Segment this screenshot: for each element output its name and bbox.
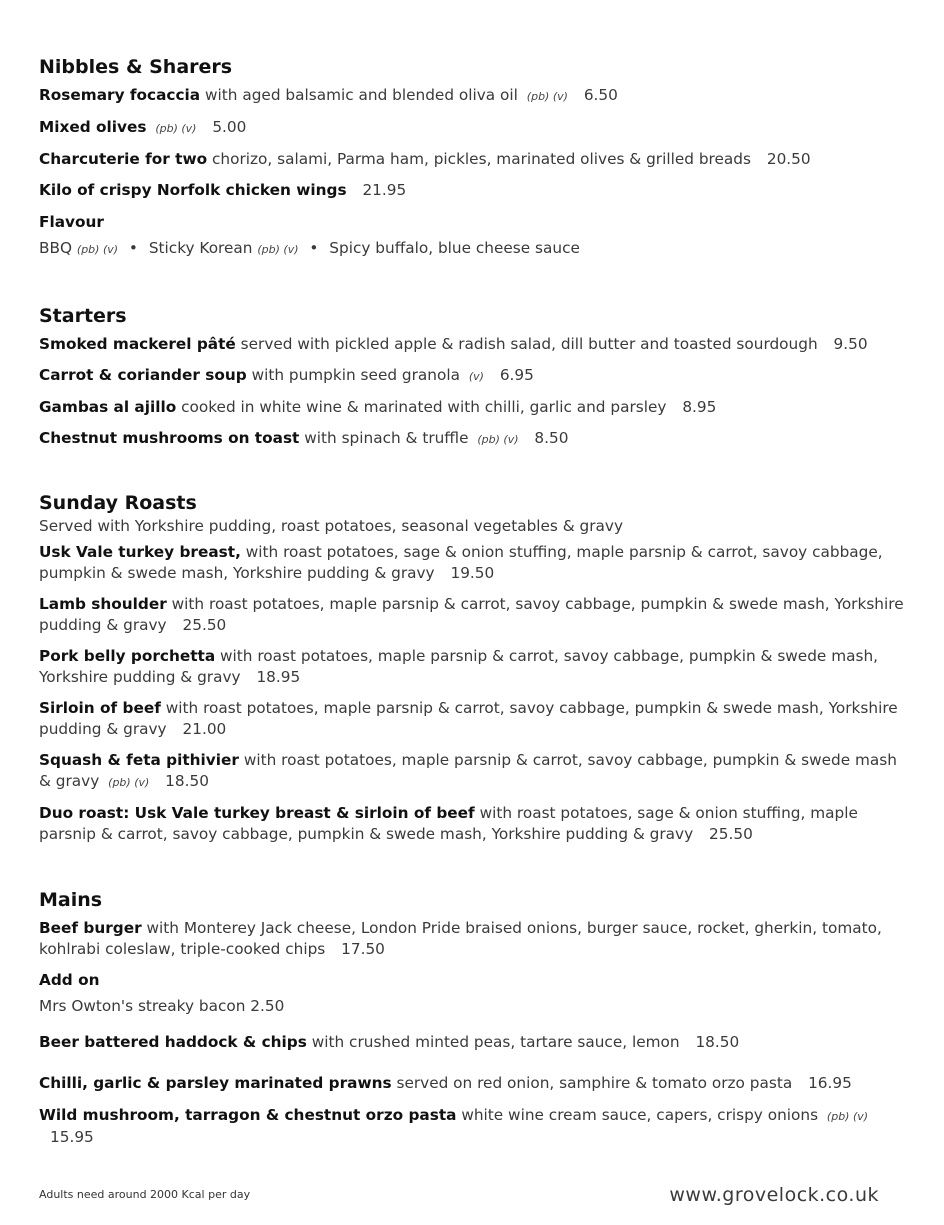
dietary-tag: (pb) (v) <box>477 433 519 446</box>
flavour-name: Spicy buffalo, blue cheese sauce <box>329 239 580 257</box>
menu-item <box>39 397 909 418</box>
item-price: 20.50 <box>766 150 811 168</box>
item-name: Beef burger <box>39 919 142 937</box>
item-description: with crushed minted peas, tartare sauce, lemon <box>311 1033 680 1051</box>
nibbles-section <box>39 56 909 260</box>
item-description: with roast potatoes, maple parsnip & carrot, savoy cabbage, pumpkin & swede mash, Yorkshire pudding & gravy <box>39 699 898 738</box>
item-name: Usk Vale turkey breast, <box>39 543 241 561</box>
menu-item <box>39 1073 909 1094</box>
item-price: 5.00 <box>212 118 247 136</box>
item-price: 18.50 <box>165 772 209 790</box>
item-description: with roast potatoes, maple parsnip & carrot, savoy cabbage, pumpkin & swede mash, Yorkshire pudding & gravy <box>39 647 879 686</box>
calorie-note: Adults need around 2000 Kcal per day <box>39 1188 251 1201</box>
dietary-tag: (v) <box>468 370 484 383</box>
item-name: Mixed olives <box>39 118 147 136</box>
item-price: 8.95 <box>682 398 717 416</box>
menu-item <box>39 1105 909 1148</box>
menu-item <box>39 180 909 201</box>
item-name: Pork belly porchetta <box>39 647 216 665</box>
addon-label: Add on <box>39 971 100 989</box>
item-name: Lamb shoulder <box>39 595 167 613</box>
menu-item <box>39 542 909 584</box>
dietary-tag: (pb) (v) <box>257 243 299 256</box>
menu-item <box>39 85 909 107</box>
item-description: served with pickled apple & radish salad, dill butter and toasted sourdough <box>240 335 818 353</box>
item-price: 21.00 <box>182 720 227 738</box>
roasts-section <box>39 492 909 845</box>
menu-item <box>39 149 909 170</box>
bullet-separator: • <box>309 239 319 257</box>
item-price: 19.50 <box>450 564 495 582</box>
item-description: with roast potatoes, sage & onion stuffing, maple parsnip & carrot, savoy cabbage, pumpkin & swede mash, Yorkshire pudding & gravy <box>39 804 858 843</box>
item-price: 9.50 <box>833 335 868 353</box>
dietary-tag: (pb) (v) <box>108 776 150 789</box>
menu-item <box>39 918 909 960</box>
website-link[interactable]: www.grovelock.co.uk <box>669 1184 879 1206</box>
item-price: 17.50 <box>341 940 385 958</box>
item-description: white wine cream sauce, capers, crispy onions <box>461 1106 819 1124</box>
mains-section <box>39 889 909 1148</box>
item-name: Chilli, garlic & parsley marinated prawns <box>39 1074 392 1092</box>
item-name: Chestnut mushrooms on toast <box>39 429 300 447</box>
item-description: served on red onion, samphire & tomato orzo pasta <box>396 1074 793 1092</box>
item-name: Duo roast: Usk Vale turkey breast & sirloin of beef <box>39 804 475 822</box>
item-price: 8.50 <box>534 429 569 447</box>
dietary-tag: (pb) (v) <box>826 1110 869 1123</box>
section-title: Starters <box>39 305 127 327</box>
menu-item <box>39 334 909 355</box>
item-price: 15.95 <box>50 1128 94 1146</box>
starters-section <box>39 305 909 450</box>
item-name: Carrot & coriander soup <box>39 366 247 384</box>
dietary-tag: (pb) (v) <box>155 122 197 135</box>
addon-item: Mrs Owton's streaky bacon 2.50 <box>39 997 285 1015</box>
section-subtitle: Served with Yorkshire pudding, roast potatoes, seasonal vegetables & gravy <box>39 517 624 535</box>
flavour-name: Sticky Korean <box>148 239 253 257</box>
bullet-separator: • <box>128 239 138 257</box>
menu-item <box>39 1032 909 1053</box>
item-description: with aged balsamic and blended oliva oil <box>205 86 518 104</box>
item-description: with Monterey Jack cheese, London Pride braised onions, burger sauce, rocket, gherkin, tomato, kohlrabi coleslaw, triple-cooked chips <box>39 919 882 958</box>
item-price: 18.50 <box>695 1033 740 1051</box>
item-description: with roast potatoes, maple parsnip & carrot, savoy cabbage, pumpkin & swede mash & gravy <box>39 751 897 790</box>
menu-item <box>39 117 909 139</box>
menu-item <box>39 698 909 740</box>
item-description: cooked in white wine & marinated with chilli, garlic and parsley <box>181 398 667 416</box>
dietary-tag: (pb) (v) <box>526 90 568 103</box>
item-description: chorizo, salami, Parma ham, pickles, marinated olives & grilled breads <box>211 150 751 168</box>
section-title: Sunday Roasts <box>39 492 197 514</box>
item-description: with spinach & truffle <box>304 429 469 447</box>
section-title: Nibbles & Sharers <box>39 56 233 78</box>
item-name: Charcuterie for two <box>39 150 208 168</box>
item-price: 25.50 <box>182 616 227 634</box>
item-name: Kilo of crispy Norfolk chicken wings <box>39 181 347 199</box>
section-title: Mains <box>39 889 103 911</box>
flavour-name: BBQ <box>39 239 73 257</box>
item-price: 6.95 <box>499 366 534 384</box>
item-price: 6.50 <box>583 86 618 104</box>
item-name: Smoked mackerel pâté <box>39 335 236 353</box>
menu-item <box>39 750 909 793</box>
item-price: 16.95 <box>808 1074 852 1092</box>
item-price: 21.95 <box>362 181 407 199</box>
menu-item <box>39 365 909 387</box>
item-name: Squash & feta pithivier <box>39 751 239 769</box>
item-description: with pumpkin seed granola <box>251 366 460 384</box>
menu-item <box>39 646 909 688</box>
item-description: with roast potatoes, maple parsnip & carrot, savoy cabbage, pumpkin & swede mash, Yorkshire pudding & gravy <box>39 595 904 634</box>
item-price: 25.50 <box>709 825 753 843</box>
menu-item <box>39 803 909 845</box>
item-price: 18.95 <box>256 668 301 686</box>
item-name: Beer battered haddock & chips <box>39 1033 307 1051</box>
flavour-label: Flavour <box>39 213 104 231</box>
menu-item <box>39 428 909 450</box>
item-name: Sirloin of beef <box>39 699 161 717</box>
dietary-tag: (pb) (v) <box>76 243 119 256</box>
item-name: Rosemary focaccia <box>39 86 201 104</box>
item-name: Wild mushroom, tarragon & chestnut orzo pasta <box>39 1106 457 1124</box>
item-name: Gambas al ajillo <box>39 398 177 416</box>
flavour-options <box>39 238 909 260</box>
item-description: with roast potatoes, sage & onion stuffing, maple parsnip & carrot, savoy cabbage, pumpkin & swede mash, Yorkshire pudding & gravy <box>39 543 883 582</box>
menu-item <box>39 594 909 636</box>
